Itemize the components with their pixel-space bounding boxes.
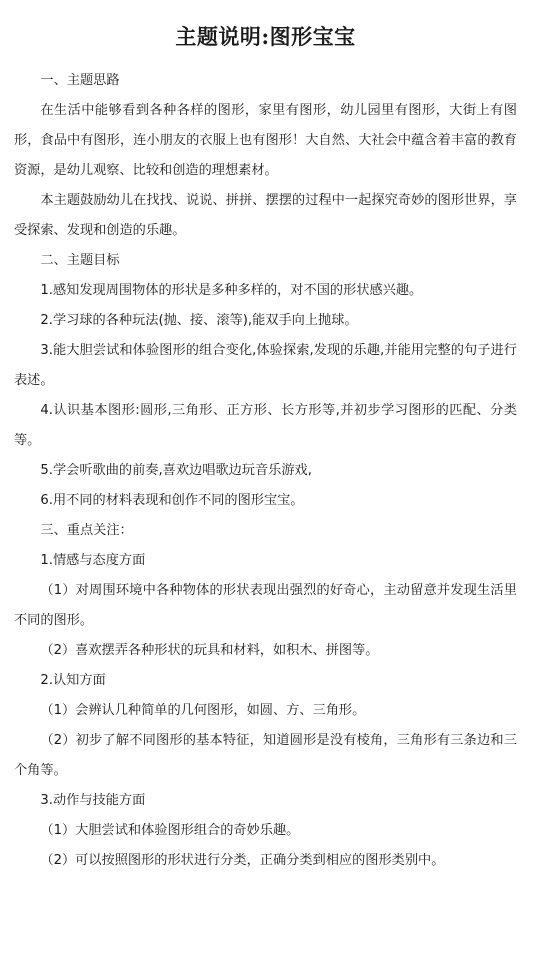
goal-item-4: 4.认识基本图形:圆形,三角形、正方形、长方形等,并初步学习图形的匹配、分类等。 (14, 403, 517, 448)
heading-theme-goals: 二、主题目标 (40, 253, 120, 268)
emotion-item-2: （2）喜欢摆弄各种形状的玩具和材料，如积木、拼图等。 (40, 643, 379, 658)
motor-item-2: （2）可以按照图形的形状进行分类，正确分类到相应的图形类别中。 (40, 853, 445, 868)
subheading-motor-skills: 3.动作与技能方面 (40, 793, 146, 808)
heading-theme-idea: 一、主题思路 (40, 73, 120, 88)
goal-item-2: 2.学习球的各种玩法(抛、接、滚等),能双手向上抛球。 (40, 313, 358, 328)
subheading-cognition: 2.认知方面 (40, 673, 106, 688)
document-title: 主题说明:图形宝宝 (175, 24, 356, 49)
goal-item-3: 3.能大胆尝试和体验图形的组合变化,体验探索,发现的乐趣,并能用完整的句子进行表述。 (14, 343, 517, 388)
motor-item-1: （1）大胆尝试和体验图形组合的奇妙乐趣。 (40, 823, 300, 838)
goal-item-1: 1.感知发现周围物体的形状是多种多样的，对不国的形状感兴趣。 (40, 283, 423, 298)
goal-item-5: 5.学会听歌曲的前奏,喜欢边唱歌边玩音乐游戏, (40, 463, 312, 478)
paragraph-theme-idea-2: 本主题鼓励幼儿在找找、说说、拼拼、摆摆的过程中一起探究奇妙的图形世界，享受探索、发现和创造的乐趣。 (14, 193, 517, 238)
cognition-item-2: （2）初步了解不同图形的基本特征，知道圆形是没有棱角，三角形有三条边和三个角等。 (14, 733, 517, 778)
subheading-emotion-attitude: 1.情感与态度方面 (40, 553, 146, 568)
emotion-item-1: （1）对周围环境中各种物体的形状表现出强烈的好奇心，主动留意并发现生活里不同的图形。 (14, 583, 517, 628)
goal-item-6: 6.用不同的材料表现和创作不同的图形宝宝。 (40, 493, 304, 508)
paragraph-theme-idea-1: 在生活中能够看到各种各样的图形，家里有图形，幼儿园里有图形，大街上有图形，食品中有图形，连小朋友的衣服上也有图形！大自然、大社会中蕴含着丰富的教育资源，是幼儿观察、比较和创造的理想素材。 (14, 103, 517, 178)
cognition-item-1: （1）会辨认几种简单的几何图形，如圆、方、三角形。 (40, 703, 366, 718)
heading-key-focus: 三、重点关注： (40, 523, 133, 538)
